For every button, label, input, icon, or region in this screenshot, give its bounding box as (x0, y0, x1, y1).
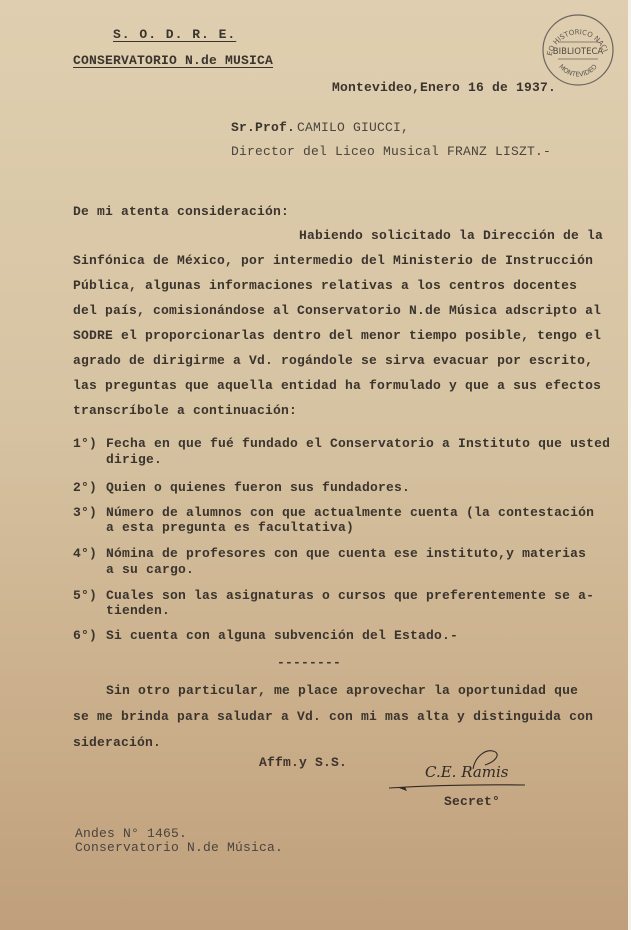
question-text: Fecha en que fué fundado el Conservatorio a Instituto que usted (106, 436, 611, 451)
stamp-ring-text: EO HISTORICO NACI (545, 28, 610, 57)
stamp-city-text: MONTEVIDEO (557, 62, 599, 79)
question-number: 3°) (73, 505, 98, 520)
addressee-prefix: Sr.Prof. (231, 120, 296, 135)
signature (385, 747, 535, 797)
handwritten-signature-icon (385, 747, 535, 797)
footer-address: Andes N° 1465. (75, 826, 188, 841)
question-text: tienden. (106, 603, 171, 618)
date-line: Montevideo,Enero 16 de 1937. (332, 80, 557, 95)
salutation: De mi atenta consideración: (73, 204, 290, 219)
closing-line: sideración. (73, 735, 162, 750)
question-text: Quien o quienes fueron sus fundadores. (106, 480, 411, 495)
body-line: las preguntas que aquella entidad ha formulado y que a sus efectos (73, 378, 602, 393)
question-number: 1°) (73, 436, 98, 451)
stamp-seal-icon (540, 12, 616, 88)
question-text: Si cuenta con alguna subvención del Estado.- (106, 628, 459, 643)
closing-line: Sin otro particular, me place aprovechar la oportunidad que (106, 683, 579, 698)
question-text: dirige. (106, 452, 163, 467)
addressee-title: Director del Liceo Musical FRANZ LISZT.- (231, 144, 552, 159)
body-line: Habiendo solicitado la Dirección de la (299, 228, 604, 243)
question-text: a esta pregunta es facultativa) (106, 520, 355, 535)
question-number: 2°) (73, 480, 98, 495)
question-number: 4°) (73, 546, 98, 561)
body-line: Pública, algunas informaciones relativas a los centros docentes (73, 278, 578, 293)
body-line: transcríbole a continuación: (73, 403, 298, 418)
letterhead-org: S. O. D. R. E. (113, 27, 237, 42)
question-number: 5°) (73, 588, 98, 603)
separator: -------- (277, 655, 342, 670)
addressee-name: CAMILO GIUCCI, (297, 120, 410, 135)
closing-line: se me brinda para saludar a Vd. con mi mas alta y distinguida con (73, 709, 594, 724)
signature-title: Secret° (444, 794, 501, 809)
question-text: Cuales son las asignaturas o cursos que preferentemente se a- (106, 588, 595, 603)
question-text: a su cargo. (106, 562, 195, 577)
svg-text:C.E. Ramis: C.E. Ramis (425, 763, 509, 781)
letterhead-institution: CONSERVATORIO N.de MUSICA (73, 53, 274, 68)
stamp-center-text: BIBLIOTECA (552, 47, 604, 57)
body-line: SODRE el proporcionarlas dentro del menor tiempo posible, tengo el (73, 328, 602, 343)
valediction: Affm.y S.S. (259, 755, 348, 770)
library-stamp (540, 12, 616, 88)
footer-institution: Conservatorio N.de Música. (75, 840, 284, 855)
body-line: Sinfónica de México, por intermedio del Ministerio de Instrucción (73, 253, 594, 268)
question-text: Nómina de profesores con que cuenta ese instituto,y materias (106, 546, 587, 561)
body-line: del país, comisionándose al Conservatorio N.de Música adscripto al (73, 303, 602, 318)
question-text: Número de alumnos con que actualmente cuenta (la contestación (106, 505, 595, 520)
body-line: agrado de dirigirme a Vd. rogándole se sirva evacuar por escrito, (73, 353, 594, 368)
question-number: 6°) (73, 628, 98, 643)
